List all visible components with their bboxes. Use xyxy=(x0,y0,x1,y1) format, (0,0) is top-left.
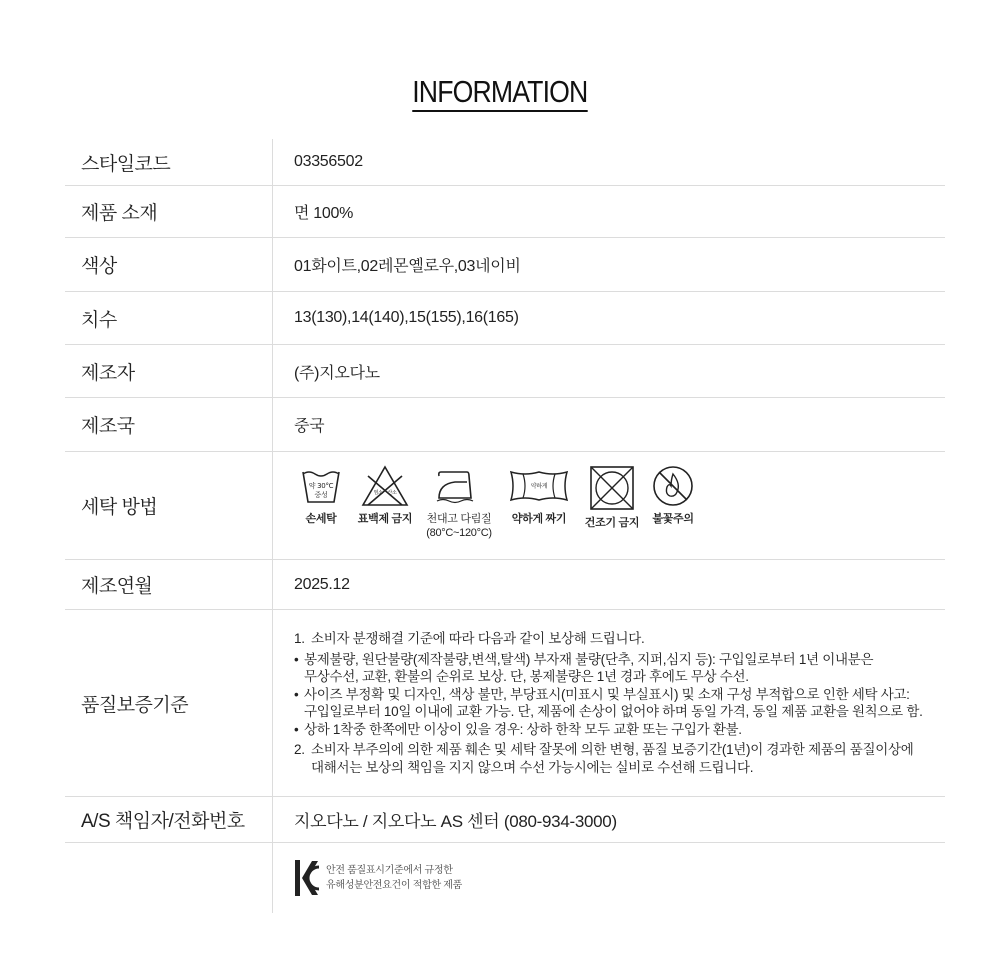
value-country: 중국 xyxy=(294,418,325,435)
hand-wash-temp: 약 30°C xyxy=(308,482,334,490)
page-title: INFORMATION xyxy=(412,74,587,112)
care-no-bleach xyxy=(353,464,417,526)
care-label-fire-caution: 불꽃주의 xyxy=(652,513,694,525)
quality-item-2-cont: 대해서는 보상의 책임을 지지 않으며 수선 가능시에는 실비로 수선해 드립니다. xyxy=(311,759,754,775)
quality-bullet-1-cont: 무상수선, 교환, 환불의 순위로 보상. 단, 봉제불량은 1년 경과 후에도 무상 수선. xyxy=(304,669,749,684)
no-bleach-icon xyxy=(360,464,410,508)
info-table xyxy=(65,139,945,913)
hand-wash-icon xyxy=(299,464,343,508)
iron-icon xyxy=(431,464,487,508)
label-color: 색상 xyxy=(65,238,273,291)
label-style-code: 스타일코드 xyxy=(65,139,273,185)
label-quality: 품질보증기준 xyxy=(65,610,273,796)
value-size: 13(130),14(140),15(155),16(165) xyxy=(294,309,519,326)
care-fire-caution xyxy=(647,464,699,526)
quality-text xyxy=(273,610,945,796)
title-wrap xyxy=(0,74,1000,112)
row-color xyxy=(65,238,945,292)
care-label-no-tumble-dry: 건조기 금지 xyxy=(584,517,640,529)
care-label-gentle-wring: 약하게 짜기 xyxy=(511,513,567,525)
care-no-tumble-dry xyxy=(577,464,647,530)
gentle-wring-icon xyxy=(509,464,569,508)
label-washing: 세탁 방법 xyxy=(65,452,273,559)
value-style-code: 03356502 xyxy=(294,153,363,170)
kc-line-2: 유해성분안전요건이 적합한 제품 xyxy=(326,880,462,891)
quality-item-2: 2. 소비자 부주의에 의한 제품 훼손 및 세탁 잘못에 의한 변형, 품질 보증기간(1년)이 경과한 제품의 품질이상에 xyxy=(294,742,914,757)
value-material: 면 100% xyxy=(294,205,354,222)
quality-bullet-2-cont: 구입일로부터 10일 이내에 교환 가능. 단, 제품에 손상이 없어야 하며 동일 가격, 동일 제품 교환을 원칙으로 함. xyxy=(304,704,923,719)
row-country xyxy=(65,398,945,452)
care-label-iron-line1: 천대고 다림질 xyxy=(426,513,492,525)
value-date: 2025.12 xyxy=(294,575,350,593)
row-kc xyxy=(65,843,945,913)
row-quality xyxy=(65,610,945,797)
hand-wash-neutral: 중성 xyxy=(314,491,328,499)
row-size xyxy=(65,292,945,345)
gentle-wring-text: 약하게 xyxy=(530,483,548,490)
label-size: 치수 xyxy=(65,292,273,344)
row-date xyxy=(65,560,945,610)
no-bleach-oxygen: 산소 xyxy=(387,490,397,496)
care-gentle-wring xyxy=(501,464,577,526)
care-label-iron-line2: (80°C~120°C) xyxy=(426,527,492,539)
label-as: A/S 책임자/전화번호 xyxy=(65,797,273,842)
quality-item-1: 1. 소비자 분쟁해결 기준에 따라 다음과 같이 보상해 드립니다. xyxy=(294,631,645,646)
row-manufacturer xyxy=(65,345,945,398)
row-washing xyxy=(65,452,945,560)
row-style-code xyxy=(65,139,945,186)
row-material xyxy=(65,186,945,238)
kc-certification xyxy=(273,843,462,913)
row-as xyxy=(65,797,945,843)
label-material: 제품 소재 xyxy=(65,186,273,237)
care-iron xyxy=(417,464,501,540)
care-label-hand-wash: 손세탁 xyxy=(305,513,337,525)
quality-bullet-2: • 사이즈 부정확 및 디자인, 색상 불만, 부당표시(미표시 및 부실표시) 및 소재 구성 부적합으로 인한 세탁 사고: xyxy=(294,686,910,702)
no-tumble-dry-icon xyxy=(588,464,636,512)
value-color: 01화이트,02레몬옐로우,03네이비 xyxy=(294,258,521,275)
label-country: 제조국 xyxy=(65,398,273,451)
no-bleach-chlorine: 염소 xyxy=(373,490,383,496)
kc-mark-icon xyxy=(294,859,320,897)
kc-line-1: 안전 품질표시기준에서 규정한 xyxy=(326,865,453,876)
kc-text xyxy=(326,863,462,893)
care-label-no-bleach: 표백제 금지 xyxy=(357,513,413,525)
value-manufacturer: (주)지오다노 xyxy=(294,364,380,382)
fire-caution-icon xyxy=(651,464,695,508)
label-kc-empty xyxy=(65,843,273,913)
value-as: 지오다노 / 지오다노 AS 센터 (080-934-3000) xyxy=(294,812,617,831)
quality-bullet-1: • 봉제불량, 원단불량(제작불량,변색,탈색) 부자재 불량(단추, 지퍼,심지 등): 구입일로부터 1년 이내분은 xyxy=(294,651,874,667)
quality-bullet-3: • 상하 1착중 한쪽에만 이상이 있을 경우: 상하 한착 모두 교환 또는 구입가 환불. xyxy=(294,721,742,737)
care-symbols xyxy=(273,452,945,559)
care-hand-wash xyxy=(289,464,353,526)
label-manufacturer: 제조자 xyxy=(65,345,273,397)
care-label-iron xyxy=(426,512,491,540)
label-date: 제조연월 xyxy=(65,560,273,609)
